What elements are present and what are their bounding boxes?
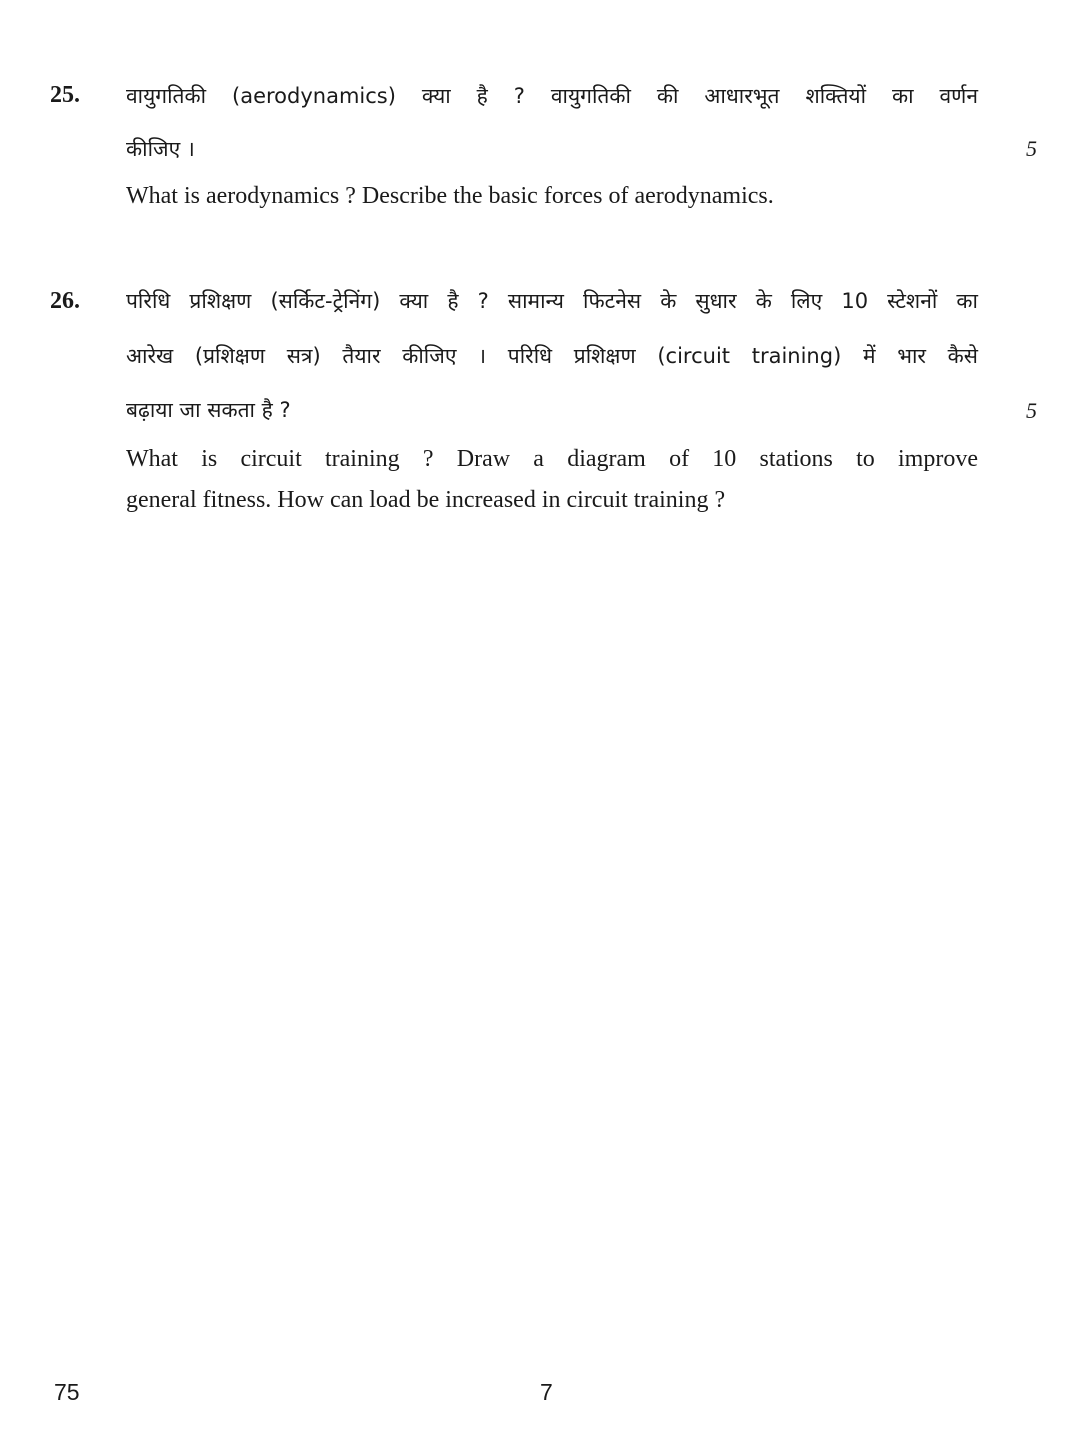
question-english-line: What is circuit training ? Draw a diagram of 10 stations to improve bbox=[126, 446, 978, 472]
question-english-line: general fitness. How can load be increased in circuit training ? bbox=[126, 487, 726, 513]
question-hindi-line: बढ़ाया जा सकता है ? bbox=[126, 398, 291, 422]
page-number: 7 bbox=[540, 1379, 553, 1405]
question-hindi-line: परिधि प्रशिक्षण (सर्किट-ट्रेनिंग) क्या है ? सामान्य फिटनेस के सुधार के लिए 10 स्टेशनों का bbox=[126, 289, 978, 313]
question-hindi-line: आरेख (प्रशिक्षण सत्र) तैयार कीजिए । परिधि प्रशिक्षण (circuit training) में भार कैसे bbox=[126, 344, 978, 368]
marks: 5 bbox=[1026, 136, 1037, 161]
question-number: 25. bbox=[50, 82, 80, 108]
footer-code: 75 bbox=[54, 1379, 80, 1405]
question-english-line: What is aerodynamics ? Describe the basic forces of aerodynamics. bbox=[126, 183, 774, 209]
question-number: 26. bbox=[50, 288, 80, 314]
question-hindi-line: कीजिए । bbox=[126, 137, 195, 161]
question-hindi-line: वायुगतिकी (aerodynamics) क्या है ? वायुगतिकी की आधारभूत शक्तियों का वर्णन bbox=[126, 84, 978, 108]
marks: 5 bbox=[1026, 398, 1037, 423]
